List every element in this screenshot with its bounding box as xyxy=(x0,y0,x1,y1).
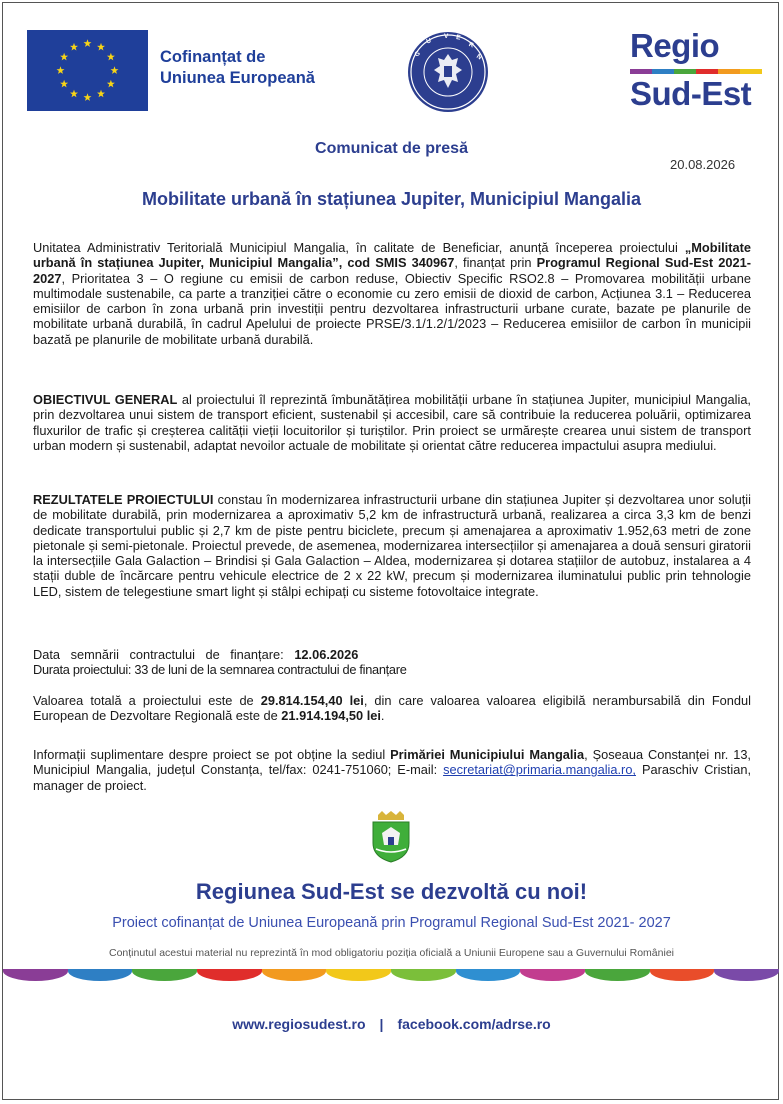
total-value: 29.814.154,40 lei xyxy=(260,693,364,708)
text-span: Valoarea totală a proiectului este de xyxy=(33,693,261,708)
color-band-segment xyxy=(456,969,521,981)
text-span: Paraschiv Cristian, manager de proiect. xyxy=(33,762,751,793)
paragraph-contract-info xyxy=(33,647,751,678)
paragraph-value xyxy=(33,693,751,724)
svg-text:E: E xyxy=(455,33,462,42)
paragraph-contact xyxy=(33,747,751,793)
romanian-government-seal-logo xyxy=(406,30,490,114)
eu-cofinanced-label xyxy=(160,47,315,89)
color-band-segment xyxy=(132,969,197,981)
website-link[interactable]: www.regiosudest.ro xyxy=(232,1016,366,1032)
footer-disclaimer: Conținutul acestui material nu reprezintă în mod obligatoriu poziția oficială a Uniunii Europene sau a Guvernului României xyxy=(109,947,674,959)
color-band-segment xyxy=(650,969,715,981)
contract-date-value: 12.06.2026 xyxy=(294,647,359,662)
mangalia-coat-of-arms xyxy=(370,811,412,863)
color-band-segment xyxy=(197,969,262,981)
text-span: , Șoseaua Constanței nr. 13, Municipiul Mangalia, județul Constanța, tel/fax: 0241-751060; E-mail: xyxy=(33,747,751,778)
text-span: , finanțat prin xyxy=(454,255,537,271)
regio-sud-est-logo xyxy=(628,28,764,114)
eligible-value: 21.914.194,50 lei xyxy=(281,708,381,724)
text-span: al proiectului îl reprezintă îmbunătățirea mobilității urbane în stațiunea Jupiter, municipiul Mangalia, prin dezvoltarea unui sistem de transport eficient, sustenabil și accesibil, care să contribuie la reducerea poluării, optimizarea fluxurilor de trafic și creșterea calității vieții locuitorilor și turiștilor. Prin proiect se urmărește crearea unui sistem de transport urban modern și sustenabil, adaptat nevoilor actuale de mobilitate și orientat către reducerea impactului asupra mediului. xyxy=(33,392,751,453)
regio-logo-line1: Regio xyxy=(630,27,720,64)
headline: Mobilitate urbană în stațiunea Jupiter, Municipiul Mangalia xyxy=(141,189,642,209)
regio-logo-colorbar xyxy=(630,69,762,74)
color-band-segment xyxy=(3,969,68,981)
project-name: „Mobilitate urbană în stațiunea Jupiter, Municipiul Mangalia”, cod SMIS 340967 xyxy=(33,240,751,271)
paragraph-intro xyxy=(33,240,751,347)
text-span: Unitatea Administrativ Teritorială Municipiul Mangalia, în calitate de Beneficiar, anunță începerea proiectului xyxy=(33,240,685,255)
paragraph-results xyxy=(33,492,751,599)
project-duration: Durata proiectului: 33 de luni de la semnarea contractului de finanțare xyxy=(33,662,407,678)
eu-label-line2: Uniunea Europeană xyxy=(160,69,315,87)
contact-email-link[interactable]: secretariat@primaria.mangalia.ro, xyxy=(443,762,636,778)
paragraph-objective xyxy=(33,392,751,453)
svg-text:G: G xyxy=(413,50,422,59)
contract-date-label: Data semnării contractului de finanțare: xyxy=(33,647,284,662)
color-band-segment xyxy=(391,969,456,981)
color-band-segment xyxy=(585,969,650,981)
text-span: , Prioritatea 3 – O regiune cu emisii de carbon reduse, Obiectiv Specific RSO2.8 – Promovarea mobilității urbane multimodale sustenabile, ca parte a tranziției către o economie cu zero emisii de dioxid de carbon, Acțiunea 3.1 – Reducerea emisiilor de carbon în zona urbană prin investiții pentru dezvoltarea infrastructurii urbane curate, bazate pe planurile de mobilitate urbană durabilă, în cadrul Apelului de proiecte PRSE/3.1/1.2/1/2023 – Reducerea emisiilor de carbon în municipii bazată pe planurile de mobilitate urbană durabilă. xyxy=(33,270,751,347)
svg-text:V: V xyxy=(444,33,449,40)
objective-heading: OBIECTIVUL GENERAL xyxy=(33,392,178,407)
footer-links xyxy=(0,1016,783,1032)
press-release-title: Comunicat de presă xyxy=(315,140,468,157)
text-span: constau în modernizarea infrastructurii urbane din stațiunea Jupiter și dezvoltarea unor soluții de mobilitate durabilă, prin modernizarea a aproximativ 5,2 km de infrastructură urbană, realizarea a circa 3,3 km de benzi dedicate transportului public și 2,7 km de piste pentru biciclete, precum și amenajarea a aproximativ 1.952,63 metri de zone pietonale și semi-pietonale. Proiectul prevede, de asemenea, modernizarea intersecțiilor și amenajarea a două sensuri giratorii la intersecțiile Gala Galaction – Brindisi și Gala Galaction – Aldea, modernizarea și dotarea stațiilor de autobuz, instalarea a 4 stații duble de încărcare pentru vehicule electrice de 2 x 22 kW, precum și modernizarea iluminatului public prin tehnologie LED, sistem de telegestiune smart light și stâlpi echipați cu sisteme fotovoltaice integrate. xyxy=(33,492,751,599)
results-heading: REZULTATELE PROIECTULUI xyxy=(33,492,214,507)
facebook-link[interactable]: facebook.com/adrse.ro xyxy=(397,1016,551,1032)
color-band-segment xyxy=(326,969,391,981)
color-band-segment xyxy=(68,969,133,981)
svg-text:N: N xyxy=(474,53,483,62)
text-span: Informații suplimentare despre proiect se pot obține la sediul xyxy=(33,747,391,762)
link-separator: | xyxy=(379,1016,384,1032)
color-band-segment xyxy=(520,969,585,981)
footer-color-band xyxy=(3,969,779,981)
text-span: , din care valoarea valoarea eligibilă nerambursabilă din Fondul European de Dezvoltare Regională este de xyxy=(33,693,751,724)
text-span: . xyxy=(380,708,385,724)
svg-text:R: R xyxy=(467,41,475,50)
color-band-segment xyxy=(262,969,327,981)
footer-slogan: Regiunea Sud-Est se dezvoltă cu noi! xyxy=(195,879,588,904)
svg-text:U: U xyxy=(425,37,432,46)
program-name: Programul Regional Sud-Est 2021-2027 xyxy=(33,255,752,286)
color-band-segment xyxy=(714,969,779,981)
eu-flag-logo xyxy=(27,30,148,111)
footer-cofinancing-line: Proiect cofinanțat de Uniunea Europeană prin Programul Regional Sud-Est 2021- 2027 xyxy=(112,915,671,931)
city-hall-name: Primăriei Municipiului Mangalia xyxy=(390,747,585,762)
press-release-date: 20.08.2026 xyxy=(670,157,736,172)
regio-logo-line2: Sud-Est xyxy=(630,75,752,112)
eu-label-line1: Cofinanțat de xyxy=(160,48,266,66)
